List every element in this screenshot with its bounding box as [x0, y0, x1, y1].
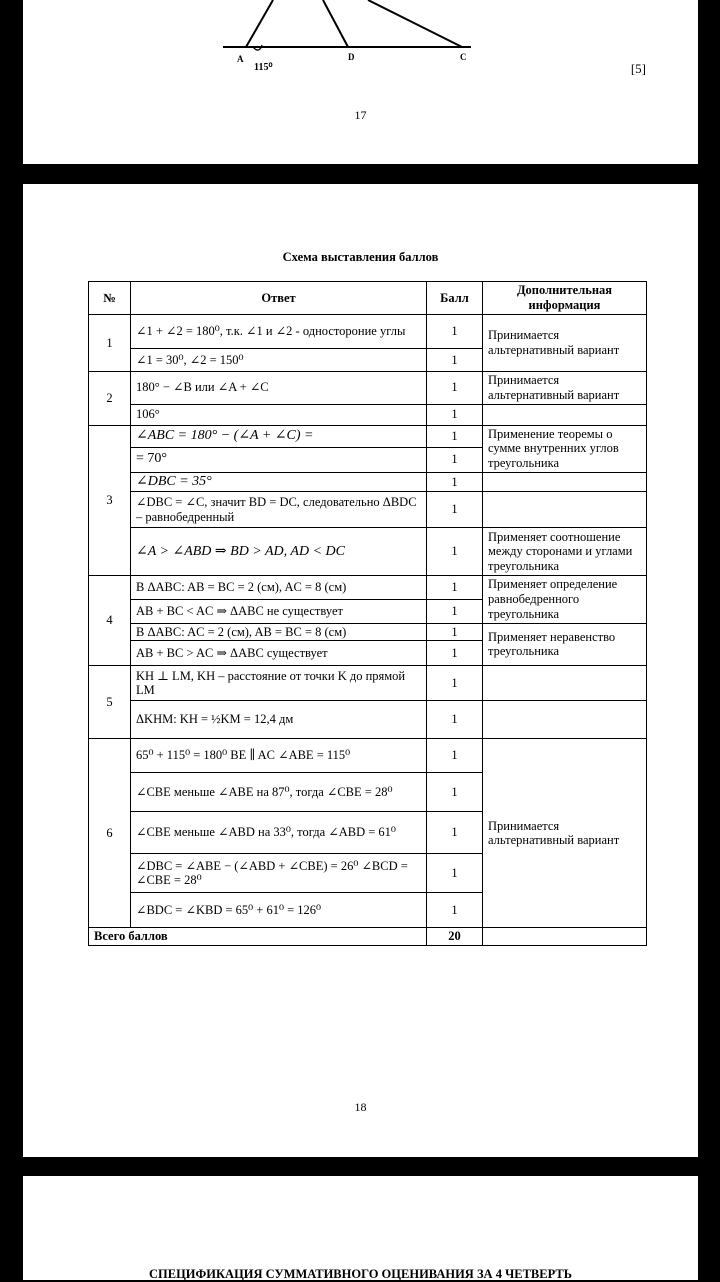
info-cell [483, 492, 647, 528]
table-row [89, 472, 647, 492]
answer-cell: KH ⊥ LM, KH – расстояние от точки K до прямой LM [131, 666, 427, 701]
info-cell: Применяет неравенство треугольника [483, 623, 647, 666]
answer-cell: ∠DBC = ∠C, значит BD = DC, следовательно ΔBDC – равнобедренный [131, 492, 427, 528]
answer-cell: 180° − ∠B или ∠A + ∠C [131, 372, 427, 405]
page-19 [23, 1176, 698, 1280]
table-row [89, 425, 647, 447]
info-cell: Принимается альтернативный вариант [483, 372, 647, 405]
table-row [89, 739, 647, 773]
scoring-table [88, 281, 647, 946]
scheme-title: Схема выставления баллов [282, 250, 439, 264]
score-cell: 1 [427, 492, 483, 528]
answer-cell: ∠CBE меньше ∠ABD на 33⁰, тогда ∠ABD = 61⁰ [131, 812, 427, 854]
score-cell: 1 [427, 893, 483, 928]
task-number: 4 [89, 576, 131, 666]
angle-115-label: 115⁰ [254, 62, 273, 73]
answer-cell: ∠A > ∠ABD ⇒ BD > AD, AD < DC [131, 528, 427, 576]
specification-title: СПЕЦИФИКАЦИЯ СУММАТИВНОГО ОЦЕНИВАНИЯ ЗА 4 ЧЕТВЕРТЬ [148, 1267, 573, 1281]
answer-cell: ∠BDC = ∠KBD = 65⁰ + 61⁰ = 126⁰ [131, 893, 427, 928]
score-cell: 1 [427, 854, 483, 893]
info-cell [483, 404, 647, 425]
table-row [89, 492, 647, 528]
answer-cell: ∠DBC = ∠ABE − (∠ABD + ∠CBE) = 26⁰ ∠BCD = ∠CBE = 28⁰ [131, 854, 427, 893]
score-mark: [5] [630, 61, 646, 76]
header-num: № [89, 282, 131, 315]
score-cell: 1 [427, 739, 483, 773]
table-row [89, 315, 647, 349]
point-c-label: C [460, 52, 467, 62]
page-number: 17 [354, 108, 367, 122]
task-number: 5 [89, 666, 131, 739]
info-cell [483, 701, 647, 739]
answer-cell: ΔKHM: KH = ½KM = 12,4 дм [131, 701, 427, 739]
score-cell: 1 [427, 701, 483, 739]
score-cell: 1 [427, 349, 483, 372]
score-cell: 1 [427, 372, 483, 405]
score-cell: 1 [427, 425, 483, 447]
table-row [89, 372, 647, 405]
table-row [89, 528, 647, 576]
answer-cell: ∠CBE меньше ∠ABE на 87⁰, тогда ∠CBE = 28⁰ [131, 773, 427, 812]
page-number: 18 [354, 1100, 367, 1114]
info-cell: Принимается альтернативный вариант [483, 739, 647, 928]
task-number: 2 [89, 372, 131, 426]
table-header-row [89, 282, 647, 315]
total-row [89, 928, 647, 946]
table-row [89, 576, 647, 600]
info-cell: Применение теоремы о сумме внутренних углов треугольника [483, 425, 647, 472]
score-cell: 1 [427, 315, 483, 349]
answer-cell: В ΔABC: AB = BC = 2 (см), AC = 8 (см) [131, 576, 427, 600]
side-bc [368, 0, 462, 47]
point-d-label: D [348, 52, 355, 62]
answer-cell: ∠DBC = 35° [131, 472, 427, 492]
info-cell [483, 928, 647, 946]
score-cell: 1 [427, 472, 483, 492]
point-a-label: A [237, 54, 244, 64]
info-cell: Применяет соотношение между сторонами и углами треугольника [483, 528, 647, 576]
triangle-figure [23, 0, 698, 80]
answer-cell: AB + BC < AC ⇒ ΔABC не существует [131, 600, 427, 623]
score-cell: 1 [427, 812, 483, 854]
info-cell [483, 666, 647, 701]
score-cell: 1 [427, 600, 483, 623]
table-row [89, 666, 647, 701]
table-row [89, 404, 647, 425]
score-cell: 1 [427, 576, 483, 600]
total-value: 20 [427, 928, 483, 946]
score-cell: 1 [427, 447, 483, 472]
answer-cell: AB + BC > AC ⇒ ΔABC существует [131, 641, 427, 666]
task-number: 3 [89, 425, 131, 576]
table-row [89, 623, 647, 641]
score-cell: 1 [427, 666, 483, 701]
segment-bd [323, 0, 348, 47]
task-number: 6 [89, 739, 131, 928]
header-info: Дополнительная информация [483, 282, 647, 315]
header-score: Балл [427, 282, 483, 315]
page-18 [23, 184, 698, 1157]
table-row [89, 701, 647, 739]
answer-cell: ∠1 = 30⁰, ∠2 = 150⁰ [131, 349, 427, 372]
info-cell [483, 472, 647, 492]
side-ab [246, 0, 273, 47]
answer-cell: 106° [131, 404, 427, 425]
task-number: 1 [89, 315, 131, 372]
total-label: Всего баллов [89, 928, 427, 946]
answer-cell: ∠ABC = 180° − (∠A + ∠C) = [131, 425, 427, 447]
answer-cell: ∠1 + ∠2 = 180⁰, т.к. ∠1 и ∠2 - одностороние углы [131, 315, 427, 349]
answer-cell: В ΔABC: AC = 2 (см), AB = BC = 8 (см) [131, 623, 427, 641]
info-cell: Применяет определение равнобедренного треугольника [483, 576, 647, 623]
score-cell: 1 [427, 641, 483, 666]
score-cell: 1 [427, 623, 483, 641]
page-17 [23, 0, 698, 164]
score-cell: 1 [427, 528, 483, 576]
score-cell: 1 [427, 404, 483, 425]
info-cell: Принимается альтернативный вариант [483, 315, 647, 372]
answer-cell: = 70° [131, 447, 427, 472]
answer-cell: 65⁰ + 115⁰ = 180⁰ BE ∥ AC ∠ABE = 115⁰ [131, 739, 427, 773]
score-cell: 1 [427, 773, 483, 812]
header-answer: Ответ [131, 282, 427, 315]
